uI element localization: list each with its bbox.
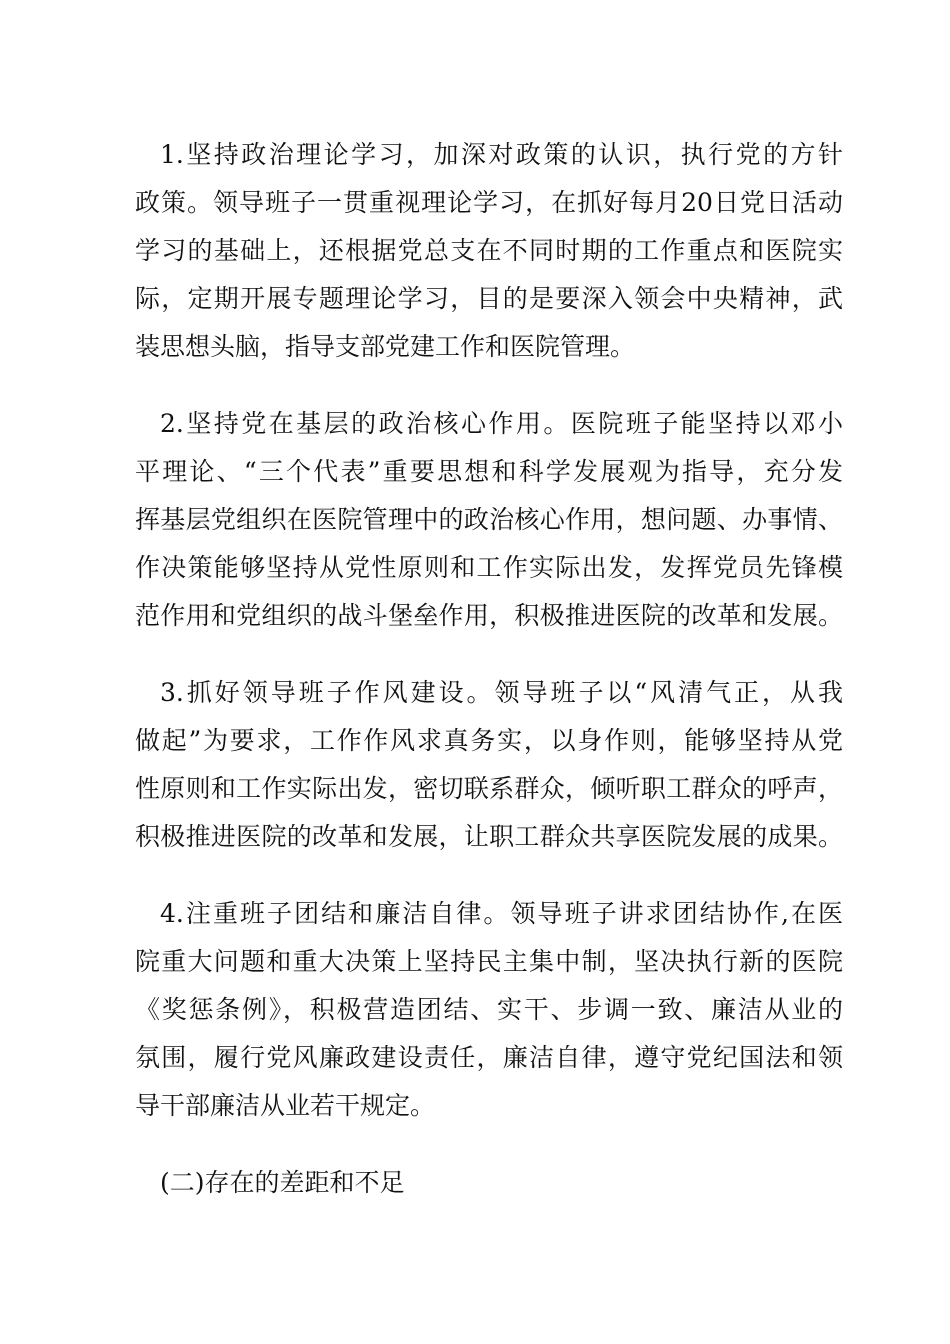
- paragraph-1-line-3: 学习的基础上，还根据党总支在不同时期的工作重点和医院实: [135, 236, 843, 265]
- paragraph-3-line-4: 积极推进医院的改革和发展，让职工群众共享医院发展的成果。: [135, 822, 843, 851]
- paragraph-4-line-5: 导干部廉洁从业若干规定。: [135, 1091, 436, 1120]
- paragraph-1-line-1: 1.坚持政治理论学习，加深对政策的认识，执行党的方针: [160, 140, 843, 169]
- paragraph-3-line-1: 3.抓好领导班子作风建设。领导班子以“风清气正，从我: [160, 678, 843, 707]
- paragraph-1-line-5: 装思想头脑，指导支部党建工作和医院管理。: [135, 332, 636, 361]
- section-heading: (二)存在的差距和不足: [160, 1168, 405, 1197]
- paragraph-4: [135, 890, 843, 1130]
- paragraph-2-line-5: 范作用和党组织的战斗堡垒作用，积极推进医院的改革和发展。: [135, 601, 843, 630]
- paragraph-1-line-2: 政策。领导班子一贯重视理论学习，在抓好每月20日党日活动: [135, 188, 843, 217]
- paragraph-2: [135, 400, 843, 640]
- paragraph-3-line-2: 做起”为要求，工作作风求真务实，以身作则，能够坚持从党: [135, 726, 843, 755]
- paragraph-3: [135, 669, 843, 861]
- paragraph-1: [135, 131, 843, 371]
- paragraph-4-line-3: 《奖惩条例》，积极营造团结、实干、步调一致、廉洁从业的: [135, 995, 843, 1024]
- paragraph-4-line-2: 院重大问题和重大决策上坚持民主集中制，坚决执行新的医院: [135, 947, 843, 976]
- paragraph-4-line-4: 氛围，履行党风廉政建设责任，廉洁自律，遵守党纪国法和领: [135, 1043, 843, 1072]
- paragraph-4-line-1: 4.注重班子团结和廉洁自律。领导班子讲求团结协作,在医: [160, 899, 843, 928]
- paragraph-2-line-1: 2.坚持党在基层的政治核心作用。医院班子能坚持以邓小: [160, 409, 843, 438]
- paragraph-2-line-4: 作决策能够坚持从党性原则和工作实际出发，发挥党员先锋模: [135, 553, 843, 582]
- paragraph-1-line-4: 际，定期开展专题理论学习，目的是要深入领会中央精神，武: [135, 284, 843, 313]
- paragraph-2-line-3: 挥基层党组织在医院管理中的政治核心作用，想问题、办事情、: [135, 505, 843, 534]
- paragraph-3-line-3: 性原则和工作实际出发，密切联系群众，倾听职工群众的呼声，: [135, 774, 843, 803]
- paragraph-2-line-2: 平理论、“三个代表”重要思想和科学发展观为指导，充分发: [135, 457, 843, 486]
